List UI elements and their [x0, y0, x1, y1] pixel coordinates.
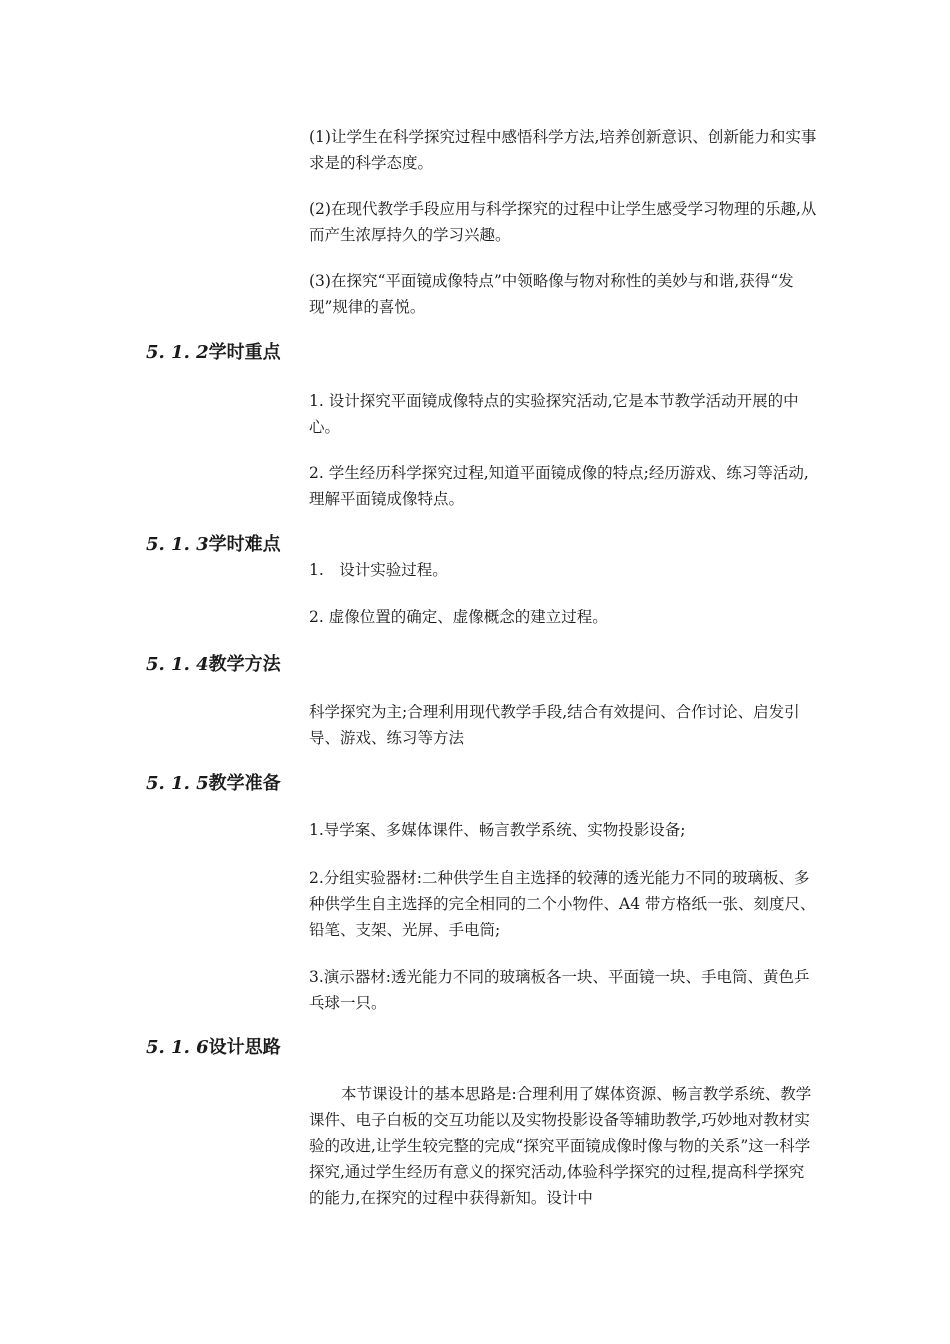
section-title: 设计思路 — [208, 1037, 281, 1058]
preparation-2: 2.分组实验器材:二种供学生自主选择的较薄的透光能力不同的玻璃板、多种供学生自主选择的完全相同的二个小物件、A4 带方格纸一张、刻度尺、铅笔、支架、光屏、手电筒; — [309, 869, 816, 939]
method-paragraph: 科学探究为主;合理利用现代教学手段,结合有效提问、合作讨论、启发引导、游戏、练习等方法 — [309, 703, 800, 747]
section-number: 5. 1. 3 — [146, 534, 209, 555]
preparation-3: 3.演示器材:透光能力不同的玻璃板各一块、平面镜一块、手电筒、黄色乒乓球一只。 — [309, 968, 810, 1012]
section-title: 教学准备 — [208, 773, 281, 794]
section-title: 学时重点 — [208, 342, 281, 363]
section-number: 5. 1. 6 — [146, 1037, 209, 1058]
section-heading-method — [146, 653, 281, 677]
section-heading-design — [146, 1036, 281, 1060]
goal-paragraph-3: (3)在探究“平面镜成像特点”中领略像与物对称性的美妙与和谐,获得“发现”规律的喜悦。 — [309, 272, 794, 316]
difficulty-2: 2. 虚像位置的确定、虚像概念的建立过程。 — [309, 608, 608, 626]
key-point-2: 2. 学生经历科学探究过程,知道平面镜成像的特点;经历游戏、练习等活动,理解平面镜成像特点。 — [309, 464, 809, 508]
section-heading-difficulties — [146, 533, 281, 557]
key-point-1: 1. 设计探究平面镜成像特点的实验探究活动,它是本节教学活动开展的中心。 — [309, 392, 799, 436]
preparation-1: 1.导学案、多媒体课件、畅言教学系统、实物投影设备; — [309, 821, 686, 839]
section-heading-preparation — [146, 772, 281, 796]
goal-paragraph-1: (1)让学生在科学探究过程中感悟科学方法,培养创新意识、创新能力和实事求是的科学态度。 — [309, 128, 817, 172]
section-number: 5. 1. 5 — [146, 773, 209, 794]
design-paragraph: 本节课设计的基本思路是:合理利用了媒体资源、畅言教学系统、教学课件、电子白板的交互功能以及实物投影设备等辅助教学,巧妙地对教材实验的改进,让学生较完整的完成“探究平面镜成像时像与物的关系”这一科学探究,通过学生经历有意义的探究活动,体验科学探究的过程,提高科学探究的能力,在探究的过程中获得新知。设计中 — [309, 1085, 812, 1207]
section-title: 学时难点 — [208, 534, 281, 555]
goal-paragraph-2: (2)在现代教学手段应用与科学探究的过程中让学生感受学习物理的乐趣,从而产生浓厚持久的学习兴趣。 — [309, 200, 817, 244]
section-heading-key-points — [146, 341, 281, 365]
difficulty-1: 1. 设计实验过程。 — [309, 561, 448, 579]
section-number: 5. 1. 2 — [146, 342, 209, 363]
section-number: 5. 1. 4 — [146, 654, 209, 675]
section-title: 教学方法 — [208, 654, 281, 675]
